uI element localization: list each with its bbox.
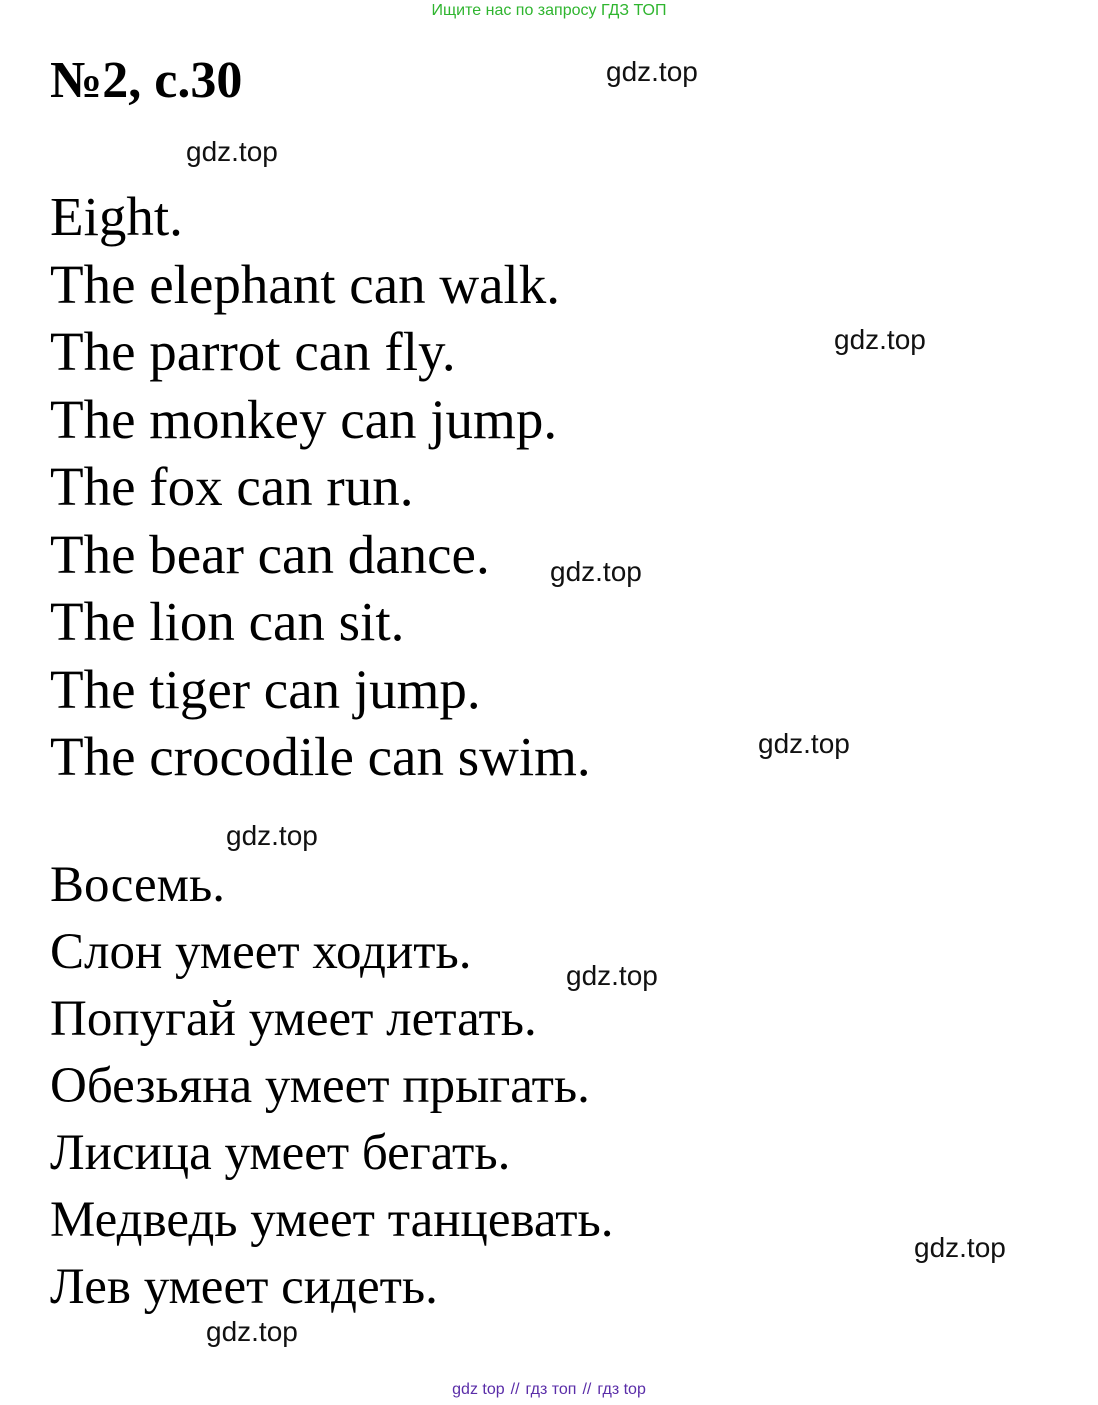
exercise-heading: №2, с.30 — [50, 52, 243, 109]
english-line: The elephant can walk. — [50, 253, 561, 315]
watermark: gdz.top — [206, 1316, 298, 1347]
footer-separator: // — [510, 1381, 520, 1398]
english-line: The monkey can jump. — [50, 388, 558, 450]
english-line: The fox can run. — [50, 456, 414, 517]
watermark: gdz.top — [914, 1232, 1006, 1263]
english-sentences — [50, 183, 591, 791]
russian-line: Медведь умеет танцевать. — [50, 1192, 614, 1248]
watermark: gdz.top — [566, 960, 658, 991]
english-line: The parrot can fly. — [50, 321, 456, 382]
russian-line: Восемь. — [50, 857, 225, 913]
search-banner: Ищите нас по запросу ГДЗ ТОП — [431, 2, 667, 19]
russian-line: Лев умеет сидеть. — [50, 1259, 438, 1315]
footer-link[interactable]: гдз топ — [525, 1381, 577, 1398]
watermark: gdz.top — [186, 136, 278, 167]
footer-link[interactable]: гдз top — [597, 1381, 646, 1398]
english-line: Eight. — [50, 186, 183, 247]
english-line: The crocodile can swim. — [50, 726, 591, 787]
footer-links — [0, 1380, 1098, 1400]
footer-link[interactable]: gdz top — [452, 1381, 505, 1398]
watermark: gdz.top — [226, 820, 318, 851]
footer-separator: // — [582, 1381, 592, 1398]
russian-line: Слон умеет ходить. — [50, 924, 472, 980]
watermark: gdz.top — [834, 324, 926, 355]
russian-line: Обезьяна умеет прыгать. — [50, 1058, 590, 1114]
english-line: The lion can sit. — [50, 591, 405, 652]
russian-sentences — [50, 852, 614, 1321]
russian-line: Лисица умеет бегать. — [50, 1125, 511, 1181]
english-line: The bear can dance. — [50, 523, 490, 585]
russian-line: Попугай умеет летать. — [50, 991, 537, 1047]
english-line: The tiger can jump. — [50, 658, 481, 720]
watermark: gdz.top — [606, 56, 698, 87]
watermark: gdz.top — [758, 728, 850, 759]
watermark: gdz.top — [550, 556, 642, 587]
